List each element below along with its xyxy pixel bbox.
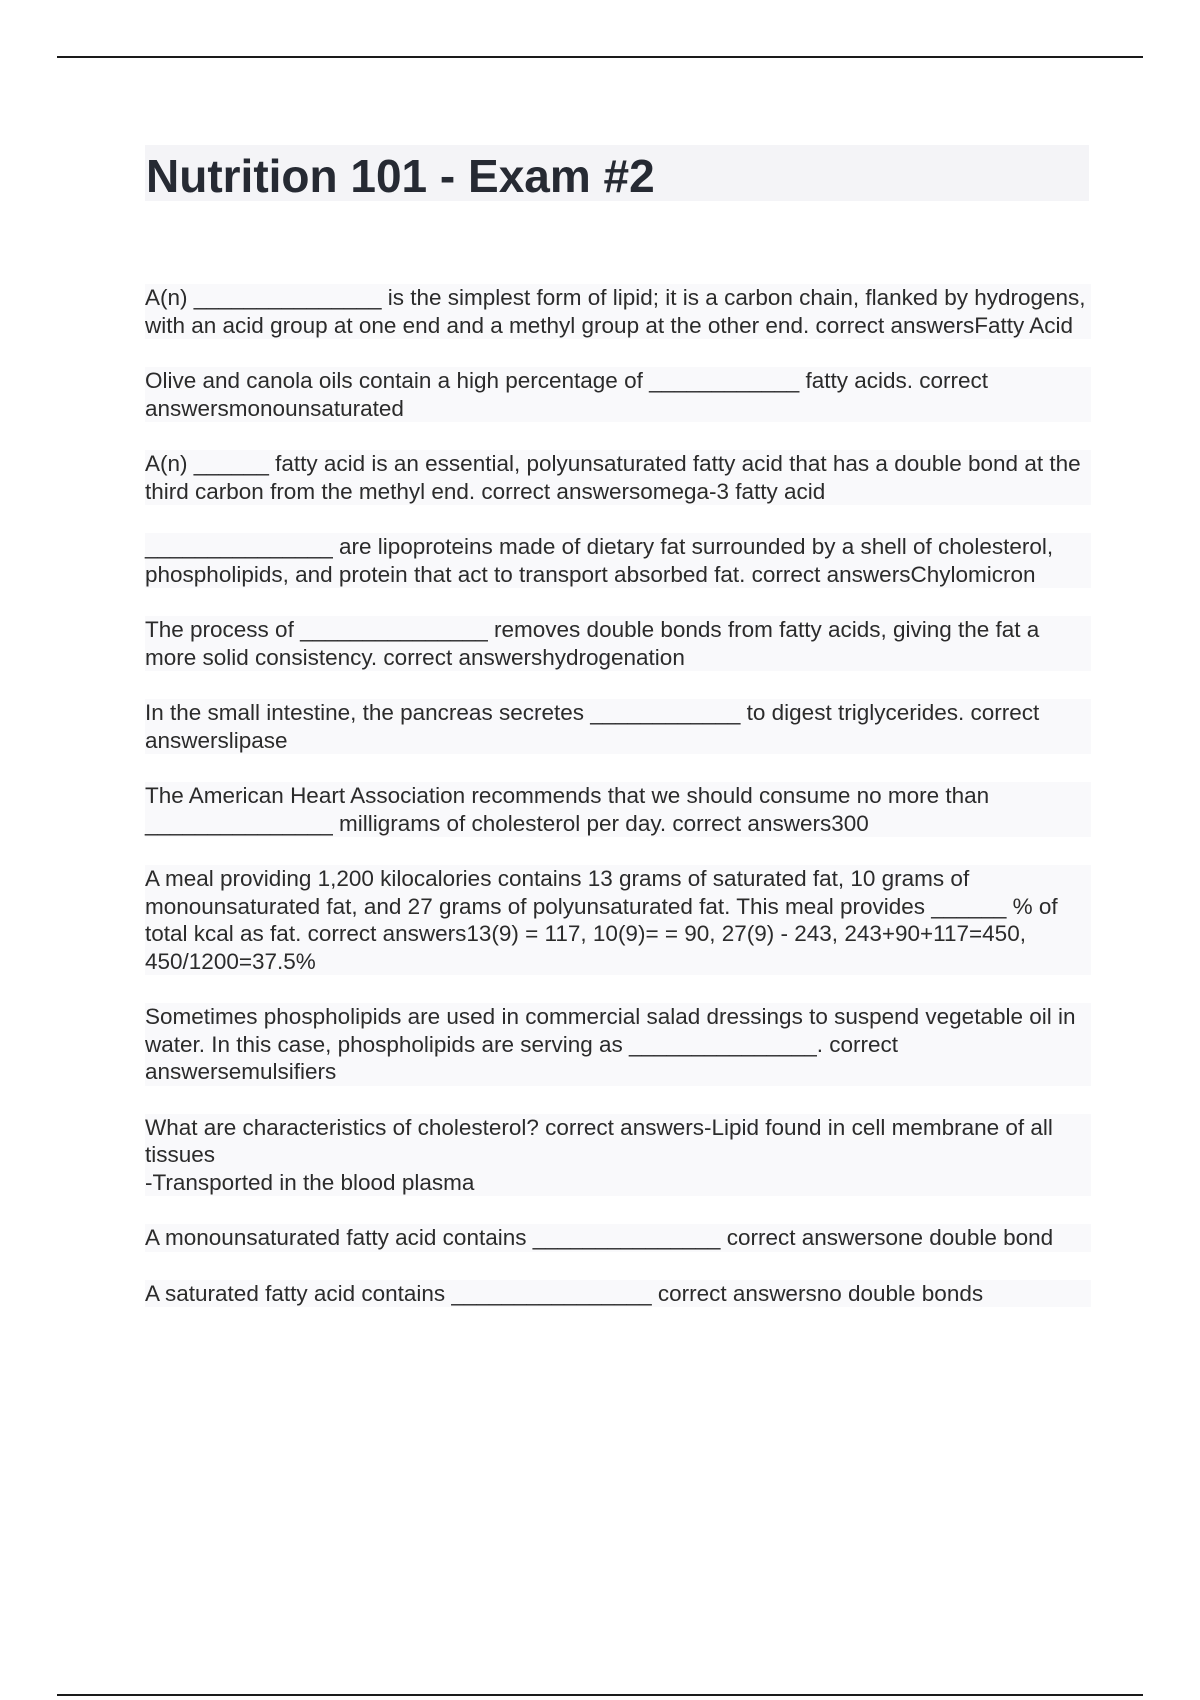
question-item: The American Heart Association recommends that we should consume no more than _______________ milligrams of cholesterol per day. correct answers300 xyxy=(145,782,1091,837)
question-list xyxy=(145,284,1091,1335)
bottom-rule xyxy=(57,1694,1143,1696)
question-item: Olive and canola oils contain a high percentage of ____________ fatty acids. correct answersmonounsaturated xyxy=(145,367,1091,422)
question-item: A meal providing 1,200 kilocalories contains 13 grams of saturated fat, 10 grams of monounsaturated fat, and 27 grams of polyunsaturated fat. This meal provides ______ % of total kcal as fat. correct answers13(9) = 117, 10(9)= = 90, 27(9) - 243, 243+90+117=450, 450/1200=37.5% xyxy=(145,865,1091,975)
question-item: A(n) _______________ is the simplest form of lipid; it is a carbon chain, flanked by hydrogens, with an acid group at one end and a methyl group at the other end. correct answersFatty Acid xyxy=(145,284,1091,339)
question-item: A(n) ______ fatty acid is an essential, polyunsaturated fatty acid that has a double bond at the third carbon from the methyl end. correct answersomega-3 fatty acid xyxy=(145,450,1091,505)
question-item: _______________ are lipoproteins made of dietary fat surrounded by a shell of cholesterol, phospholipids, and protein that act to transport absorbed fat. correct answersChylomicron xyxy=(145,533,1091,588)
top-rule xyxy=(57,56,1143,58)
title-banner xyxy=(145,145,1089,201)
question-item: What are characteristics of cholesterol? correct answers-Lipid found in cell membrane of all tissues -Transported in the blood plasma xyxy=(145,1114,1091,1197)
question-item: Sometimes phospholipids are used in commercial salad dressings to suspend vegetable oil in water. In this case, phospholipids are serving as _______________. correct answersemulsifiers xyxy=(145,1003,1091,1086)
question-item: A monounsaturated fatty acid contains _______________ correct answersone double bond xyxy=(145,1224,1091,1252)
page-title: Nutrition 101 - Exam #2 xyxy=(146,150,655,202)
question-item: In the small intestine, the pancreas secretes ____________ to digest triglycerides. correct answerslipase xyxy=(145,699,1091,754)
question-item: A saturated fatty acid contains ________________ correct answersno double bonds xyxy=(145,1280,1091,1308)
question-item: The process of _______________ removes double bonds from fatty acids, giving the fat a more solid consistency. correct answershydrogenation xyxy=(145,616,1091,671)
